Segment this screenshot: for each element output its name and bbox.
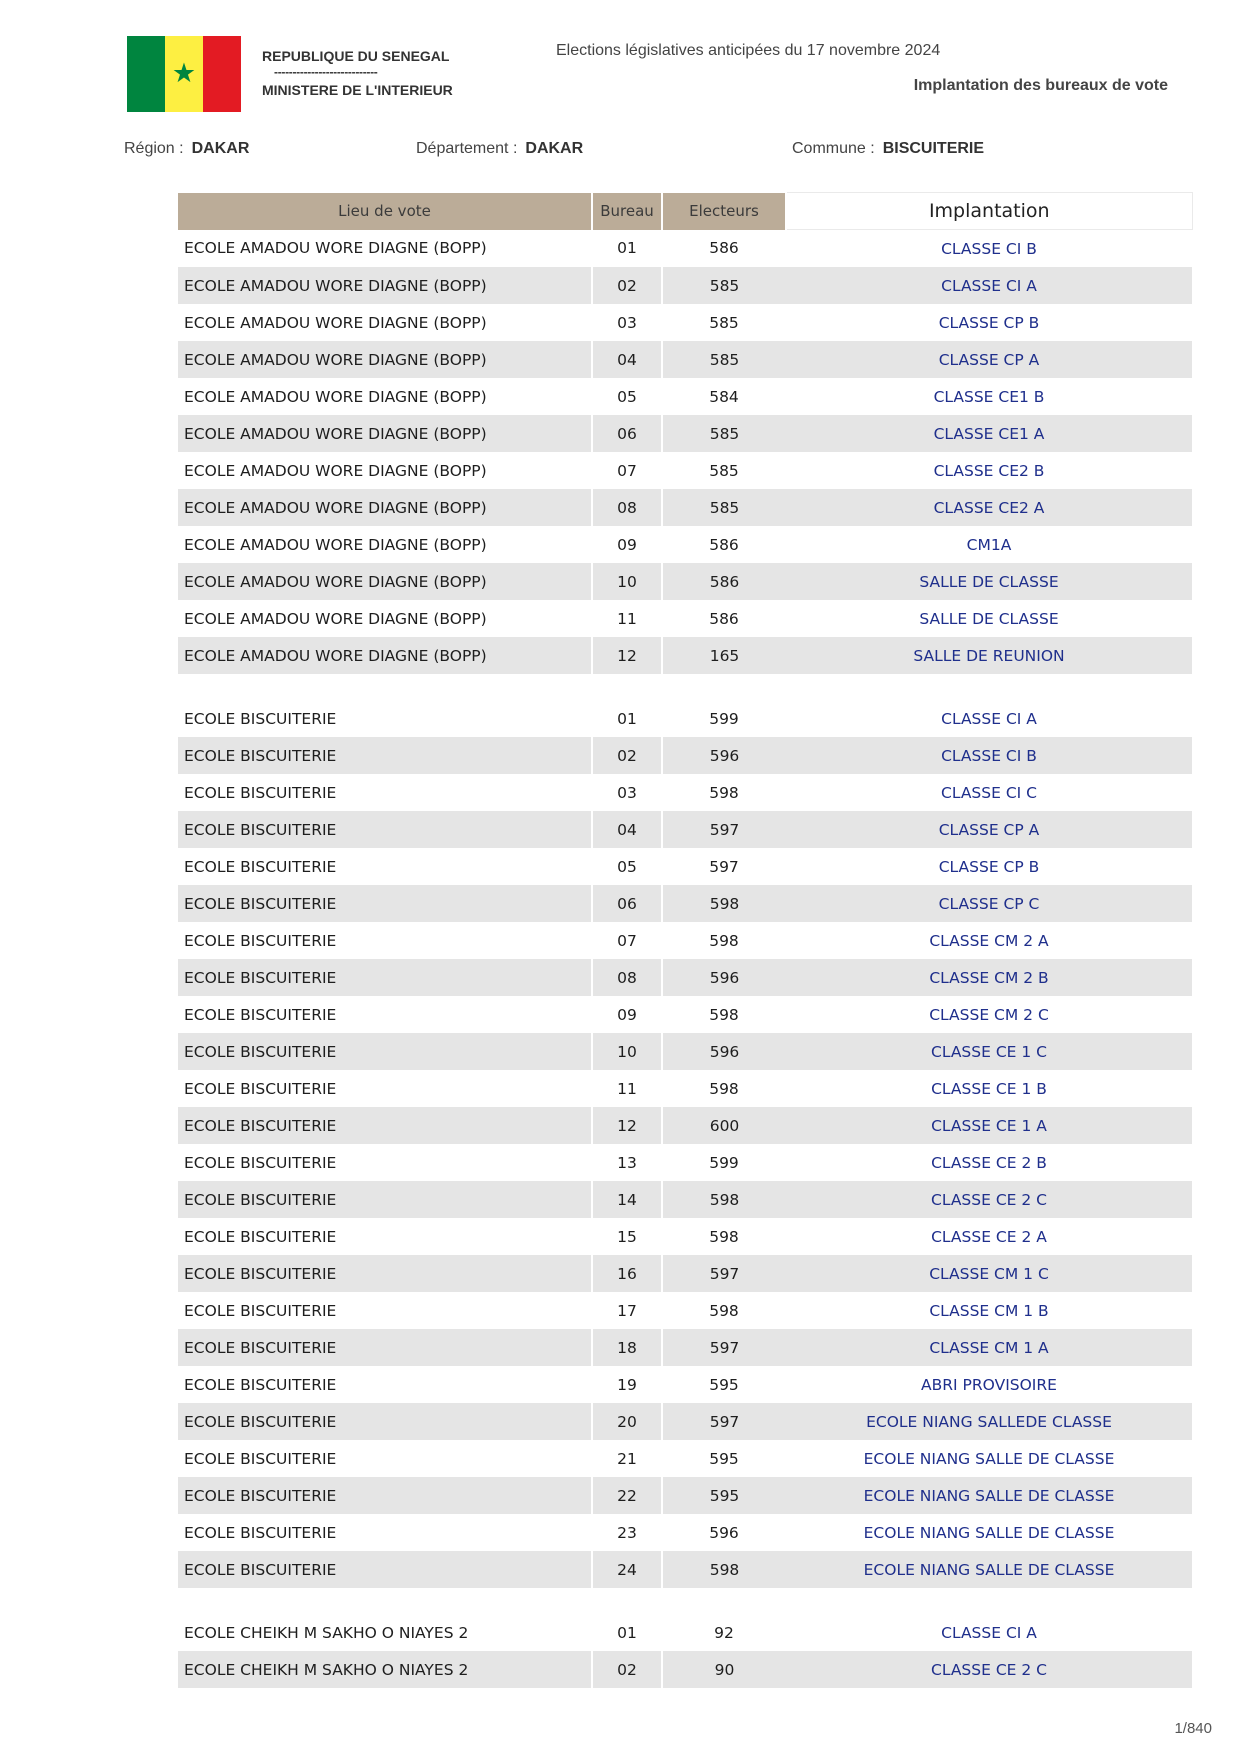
cell-electeurs: 596 [662, 959, 786, 996]
cell-electeurs: 597 [662, 811, 786, 848]
table-row [178, 378, 1192, 415]
cell-implantation: CLASSE CM 1 B [929, 1301, 1049, 1320]
cell-implantation: CLASSE CM 2 B [786, 959, 1192, 996]
cell-lieu: ECOLE BISCUITERIE [184, 1523, 337, 1542]
cell-implantation: CLASSE CP B [938, 313, 1040, 332]
cell-bureau: 04 [592, 341, 662, 378]
cell-implantation: ECOLE NIANG SALLEDE CLASSE [786, 1403, 1192, 1440]
cell-bureau: 22 [592, 1477, 662, 1514]
cell-bureau: 20 [592, 1403, 662, 1440]
cell-implantation: CLASSE CM 1 A [786, 1329, 1192, 1366]
cell-bureau: 07 [617, 931, 637, 950]
cell-electeurs: 598 [662, 1551, 786, 1588]
cell-bureau: 17 [617, 1301, 637, 1320]
group-spacer [178, 1588, 1192, 1614]
cell-implantation: CLASSE CE1 A [786, 415, 1192, 452]
cell-lieu: ECOLE BISCUITERIE [184, 931, 337, 950]
cell-electeurs: 597 [709, 857, 739, 876]
cell-bureau: 12 [592, 1107, 662, 1144]
document-title: Elections législatives anticipées du 17 novembre 2024 [556, 42, 941, 59]
cell-lieu: ECOLE AMADOU WORE DIAGNE (BOPP) [184, 313, 487, 332]
cell-lieu: ECOLE BISCUITERIE [178, 1551, 592, 1588]
cell-implantation: ECOLE NIANG SALLE DE CLASSE [786, 1477, 1192, 1514]
spacer-cell [178, 674, 1192, 700]
table-row [178, 600, 1192, 637]
cell-implantation: ECOLE NIANG SALLE DE CLASSE [786, 1551, 1192, 1588]
cell-bureau: 08 [592, 489, 662, 526]
table-row [178, 922, 1192, 959]
document-subtitle: Implantation des bureaux de vote [913, 77, 1168, 94]
cell-electeurs: 585 [709, 461, 739, 480]
cell-electeurs: 596 [662, 1033, 786, 1070]
cell-bureau: 01 [617, 239, 637, 258]
commune-value: BISCUITERIE [882, 140, 985, 157]
cell-lieu: ECOLE BISCUITERIE [178, 1033, 592, 1070]
cell-bureau: 15 [617, 1227, 637, 1246]
table-row [178, 1292, 1192, 1329]
cell-bureau: 09 [617, 1005, 637, 1024]
table-row [178, 341, 1192, 378]
table-body [178, 230, 1192, 1689]
cell-bureau: 24 [592, 1551, 662, 1588]
table-row [178, 1440, 1192, 1477]
cell-bureau: 16 [592, 1255, 662, 1292]
cell-lieu: ECOLE AMADOU WORE DIAGNE (BOPP) [184, 387, 487, 406]
cell-implantation: ECOLE NIANG SALLE DE CLASSE [863, 1449, 1115, 1468]
departement-field [416, 140, 583, 158]
cell-implantation: CLASSE CP B [938, 857, 1040, 876]
cell-bureau: 03 [617, 313, 637, 332]
cell-lieu: ECOLE AMADOU WORE DIAGNE (BOPP) [178, 267, 592, 304]
spacer-cell [178, 1588, 1192, 1614]
cell-implantation: CLASSE CE 2 C [786, 1181, 1192, 1218]
region-field [124, 140, 249, 158]
cell-implantation: CLASSE CE1 B [933, 387, 1045, 406]
region-value: DAKAR [191, 140, 250, 157]
cell-lieu: ECOLE BISCUITERIE [184, 1449, 337, 1468]
cell-lieu: ECOLE BISCUITERIE [178, 1181, 592, 1218]
table-row [178, 1614, 1192, 1651]
table-row [178, 848, 1192, 885]
table-row [178, 1551, 1192, 1588]
cell-lieu: ECOLE AMADOU WORE DIAGNE (BOPP) [178, 415, 592, 452]
table-row [178, 1514, 1192, 1551]
cell-bureau: 19 [617, 1375, 637, 1394]
cell-electeurs: 584 [709, 387, 739, 406]
star-icon: ★ [171, 57, 197, 89]
polling-stations-table [178, 192, 1193, 1688]
cell-electeurs: 597 [662, 1329, 786, 1366]
table-row [178, 1107, 1192, 1144]
cell-lieu: ECOLE AMADOU WORE DIAGNE (BOPP) [184, 461, 487, 480]
cell-implantation: CLASSE CI A [941, 709, 1037, 728]
cell-bureau: 03 [617, 783, 637, 802]
cell-implantation: CLASSE CI B [786, 737, 1192, 774]
cell-electeurs: 585 [662, 415, 786, 452]
cell-lieu: ECOLE AMADOU WORE DIAGNE (BOPP) [184, 609, 487, 628]
cell-bureau: 10 [592, 563, 662, 600]
departement-label: Département : [416, 140, 518, 157]
cell-lieu: ECOLE BISCUITERIE [184, 709, 337, 728]
cell-implantation: CLASSE CE 1 B [931, 1079, 1047, 1098]
cell-electeurs: 599 [709, 1153, 739, 1172]
cell-implantation: SALLE DE CLASSE [786, 563, 1192, 600]
cell-electeurs: 596 [662, 737, 786, 774]
ministry-name: MINISTERE DE L'INTERIEUR [262, 82, 453, 98]
table-row [178, 774, 1192, 811]
cell-lieu: ECOLE AMADOU WORE DIAGNE (BOPP) [178, 341, 592, 378]
republic-name: REPUBLIQUE DU SENEGAL [262, 48, 450, 64]
table-row [178, 304, 1192, 341]
table-row [178, 1181, 1192, 1218]
cell-implantation: CLASSE CE 2 B [931, 1153, 1047, 1172]
cell-lieu: ECOLE BISCUITERIE [178, 737, 592, 774]
cell-implantation: CLASSE CM 2 C [929, 1005, 1049, 1024]
cell-lieu: ECOLE BISCUITERIE [178, 1403, 592, 1440]
cell-bureau: 01 [617, 709, 637, 728]
cell-implantation: SALLE DE REUNION [786, 637, 1192, 674]
cell-electeurs: 585 [709, 313, 739, 332]
cell-lieu: ECOLE AMADOU WORE DIAGNE (BOPP) [178, 637, 592, 674]
cell-lieu: ECOLE BISCUITERIE [178, 811, 592, 848]
table-row [178, 811, 1192, 848]
cell-implantation: CM1A [966, 535, 1012, 554]
cell-bureau: 05 [617, 857, 637, 876]
cell-bureau: 01 [617, 1623, 637, 1642]
col-header-implantation: Implantation [786, 193, 1192, 230]
cell-electeurs: 598 [709, 783, 739, 802]
col-header-electeurs: Electeurs [662, 193, 786, 230]
cell-implantation: CLASSE CE 1 A [786, 1107, 1192, 1144]
cell-bureau: 02 [592, 737, 662, 774]
cell-implantation: CLASSE CE 2 C [786, 1651, 1192, 1688]
table-row [178, 415, 1192, 452]
table-row [178, 637, 1192, 674]
group-spacer [178, 674, 1192, 700]
cell-lieu: ECOLE BISCUITERIE [184, 1227, 337, 1246]
cell-electeurs: 598 [709, 1079, 739, 1098]
cell-implantation: CLASSE CI A [786, 267, 1192, 304]
commune-field [792, 140, 984, 158]
table-row [178, 1366, 1192, 1403]
commune-label: Commune : [792, 140, 875, 157]
cell-bureau: 05 [617, 387, 637, 406]
cell-electeurs: 585 [662, 341, 786, 378]
cell-electeurs: 598 [662, 1181, 786, 1218]
cell-bureau: 02 [592, 1651, 662, 1688]
cell-lieu: ECOLE BISCUITERIE [178, 1255, 592, 1292]
senegal-flag [127, 36, 241, 112]
cell-bureau: 14 [592, 1181, 662, 1218]
cell-bureau: 07 [617, 461, 637, 480]
table-row [178, 230, 1192, 268]
cell-implantation: CLASSE CM 1 C [786, 1255, 1192, 1292]
table-row [178, 1144, 1192, 1181]
table-row [178, 1477, 1192, 1514]
cell-bureau: 06 [592, 415, 662, 452]
cell-implantation: CLASSE CE 2 A [931, 1227, 1047, 1246]
cell-implantation: CLASSE CI A [941, 1623, 1037, 1642]
departement-value: DAKAR [525, 140, 584, 157]
table-row [178, 737, 1192, 774]
issuer-separator: ---------------------------- [274, 65, 378, 79]
table-header [178, 193, 1192, 230]
table-row [178, 1218, 1192, 1255]
cell-electeurs: 598 [709, 1301, 739, 1320]
cell-electeurs: 595 [709, 1449, 739, 1468]
table-row [178, 267, 1192, 304]
cell-electeurs: 598 [709, 931, 739, 950]
cell-bureau: 04 [592, 811, 662, 848]
cell-electeurs: 595 [709, 1375, 739, 1394]
cell-electeurs: 600 [662, 1107, 786, 1144]
region-label: Région : [124, 140, 184, 157]
table-row [178, 1070, 1192, 1107]
cell-bureau: 09 [617, 535, 637, 554]
cell-electeurs: 586 [662, 563, 786, 600]
cell-electeurs: 165 [662, 637, 786, 674]
cell-electeurs: 598 [662, 885, 786, 922]
cell-electeurs: 598 [709, 1227, 739, 1246]
col-header-lieu: Lieu de vote [178, 193, 592, 230]
cell-electeurs: 586 [709, 609, 739, 628]
cell-implantation: ABRI PROVISOIRE [921, 1375, 1057, 1394]
cell-lieu: ECOLE BISCUITERIE [178, 1107, 592, 1144]
cell-electeurs: 90 [662, 1651, 786, 1688]
cell-bureau: 12 [592, 637, 662, 674]
cell-lieu: ECOLE BISCUITERIE [178, 1477, 592, 1514]
cell-bureau: 11 [617, 609, 637, 628]
cell-lieu: ECOLE AMADOU WORE DIAGNE (BOPP) [178, 563, 592, 600]
col-header-bureau: Bureau [592, 193, 662, 230]
cell-implantation: CLASSE CM 2 A [929, 931, 1049, 950]
cell-lieu: ECOLE BISCUITERIE [184, 1005, 337, 1024]
cell-electeurs: 586 [709, 535, 739, 554]
cell-electeurs: 597 [662, 1403, 786, 1440]
table-row [178, 526, 1192, 563]
cell-implantation: CLASSE CE2 B [933, 461, 1045, 480]
flag-band-green [127, 36, 165, 112]
cell-bureau: 21 [617, 1449, 637, 1468]
cell-implantation: CLASSE CE2 A [786, 489, 1192, 526]
cell-bureau: 13 [617, 1153, 637, 1172]
flag-band-yellow [165, 36, 203, 112]
cell-lieu: ECOLE BISCUITERIE [184, 1301, 337, 1320]
table-row [178, 996, 1192, 1033]
cell-lieu: ECOLE BISCUITERIE [184, 1079, 337, 1098]
cell-electeurs: 597 [662, 1255, 786, 1292]
cell-bureau: 18 [592, 1329, 662, 1366]
table-row [178, 1033, 1192, 1070]
cell-bureau: 06 [592, 885, 662, 922]
cell-implantation: SALLE DE CLASSE [919, 609, 1059, 628]
cell-electeurs: 599 [709, 709, 739, 728]
cell-bureau: 08 [592, 959, 662, 996]
cell-implantation: CLASSE CP A [786, 341, 1192, 378]
cell-implantation: CLASSE CI B [941, 239, 1037, 258]
cell-lieu: ECOLE BISCUITERIE [184, 857, 337, 876]
table-row [178, 1329, 1192, 1366]
cell-implantation: CLASSE CI C [941, 783, 1037, 802]
table-row [178, 452, 1192, 489]
table-row [178, 489, 1192, 526]
cell-lieu: ECOLE CHEIKH M SAKHO O NIAYES 2 [178, 1651, 592, 1688]
cell-bureau: 10 [592, 1033, 662, 1070]
cell-lieu: ECOLE AMADOU WORE DIAGNE (BOPP) [178, 489, 592, 526]
table-row [178, 563, 1192, 600]
table-row [178, 1403, 1192, 1440]
cell-lieu: ECOLE BISCUITERIE [184, 783, 337, 802]
cell-lieu: ECOLE CHEIKH M SAKHO O NIAYES 2 [184, 1623, 469, 1642]
cell-electeurs: 92 [714, 1623, 734, 1642]
cell-implantation: CLASSE CP C [786, 885, 1192, 922]
cell-bureau: 02 [592, 267, 662, 304]
table-row [178, 1255, 1192, 1292]
cell-lieu: ECOLE BISCUITERIE [184, 1153, 337, 1172]
cell-electeurs: 585 [662, 489, 786, 526]
cell-electeurs: 598 [709, 1005, 739, 1024]
cell-electeurs: 596 [709, 1523, 739, 1542]
flag-band-red [203, 36, 241, 112]
table-row [178, 700, 1192, 737]
table-row [178, 885, 1192, 922]
cell-lieu: ECOLE BISCUITERIE [178, 1329, 592, 1366]
cell-implantation: CLASSE CP A [786, 811, 1192, 848]
cell-lieu: ECOLE BISCUITERIE [178, 885, 592, 922]
cell-lieu: ECOLE AMADOU WORE DIAGNE (BOPP) [184, 535, 487, 554]
cell-bureau: 23 [617, 1523, 637, 1542]
cell-electeurs: 585 [662, 267, 786, 304]
cell-lieu: ECOLE AMADOU WORE DIAGNE (BOPP) [184, 239, 487, 258]
cell-electeurs: 586 [709, 239, 739, 258]
cell-bureau: 11 [617, 1079, 637, 1098]
cell-lieu: ECOLE BISCUITERIE [178, 959, 592, 996]
cell-electeurs: 595 [662, 1477, 786, 1514]
table-row [178, 1651, 1192, 1688]
page-number: 1/840 [1174, 1720, 1212, 1737]
cell-implantation: CLASSE CE 1 C [786, 1033, 1192, 1070]
table-row [178, 959, 1192, 996]
cell-implantation: ECOLE NIANG SALLE DE CLASSE [863, 1523, 1115, 1542]
cell-lieu: ECOLE BISCUITERIE [184, 1375, 337, 1394]
